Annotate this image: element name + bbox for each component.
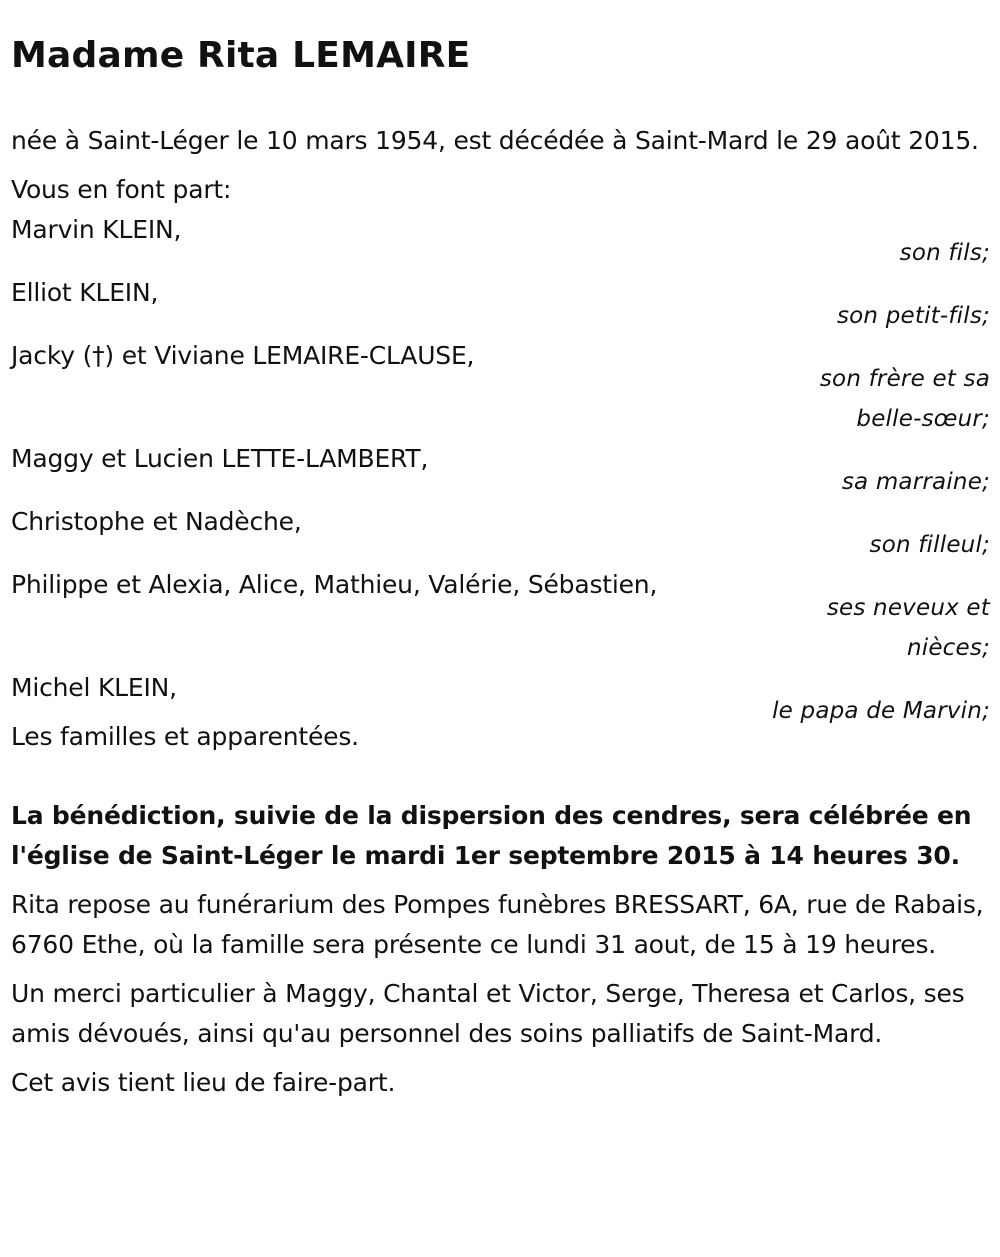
birth-death-info: née à Saint-Léger le 10 mars 1954, est décédée à Saint-Mard le 29 août 2015.: [11, 126, 979, 155]
families-line: Les familles et apparentées.: [11, 722, 359, 751]
ceremony-info: La bénédiction, suivie de la dispersion des cendres, sera célébrée en l'église de Saint-Léger le mardi 1er septembre 2015 à 14 heures 30.: [11, 801, 972, 870]
family-entry: [11, 439, 990, 502]
family-entry: [11, 502, 990, 565]
family-name: Marvin KLEIN,: [11, 215, 182, 244]
family-relation: le papa de Marvin;: [772, 698, 990, 724]
family-relation: son frère et sa belle-sœur;: [819, 366, 990, 432]
family-name: Philippe et Alexia, Alice, Mathieu, Valérie, Sébastien,: [11, 570, 658, 599]
family-entry: [11, 565, 990, 668]
family-name: Maggy et Lucien LETTE-LAMBERT,: [11, 444, 429, 473]
repose-info: Rita repose au funérarium des Pompes funèbres BRESSART, 6A, rue de Rabais, 6760 Ethe, où la famille sera présente ce lundi 31 aout, de 15 à 19 heures.: [11, 890, 984, 959]
family-entry: [11, 336, 990, 439]
family-name: Michel KLEIN,: [11, 673, 177, 702]
family-name: Jacky (†) et Viviane LEMAIRE-CLAUSE,: [11, 341, 475, 370]
family-entry: [11, 273, 990, 336]
thanks-text: Un merci particulier à Maggy, Chantal et Victor, Serge, Theresa et Carlos, ses amis dévoués, ainsi qu'au personnel des soins palliatifs de Saint-Mard.: [11, 979, 965, 1048]
closing-text: Cet avis tient lieu de faire-part.: [11, 1068, 396, 1097]
family-entry: [11, 210, 990, 273]
family-list: [11, 210, 990, 731]
family-relation: son fils;: [899, 240, 990, 266]
family-name: Christophe et Nadèche,: [11, 507, 302, 536]
family-relation: son petit-fils;: [836, 303, 990, 329]
family-name: Elliot KLEIN,: [11, 278, 159, 307]
family-entry: [11, 668, 990, 731]
family-relation: sa marraine;: [841, 469, 990, 495]
family-relation: son filleul;: [869, 532, 990, 558]
page-title: Madame Rita LEMAIRE: [11, 35, 471, 76]
announce-label: Vous en font part:: [11, 175, 232, 204]
family-relation: ses neveux et nièces;: [826, 595, 990, 661]
